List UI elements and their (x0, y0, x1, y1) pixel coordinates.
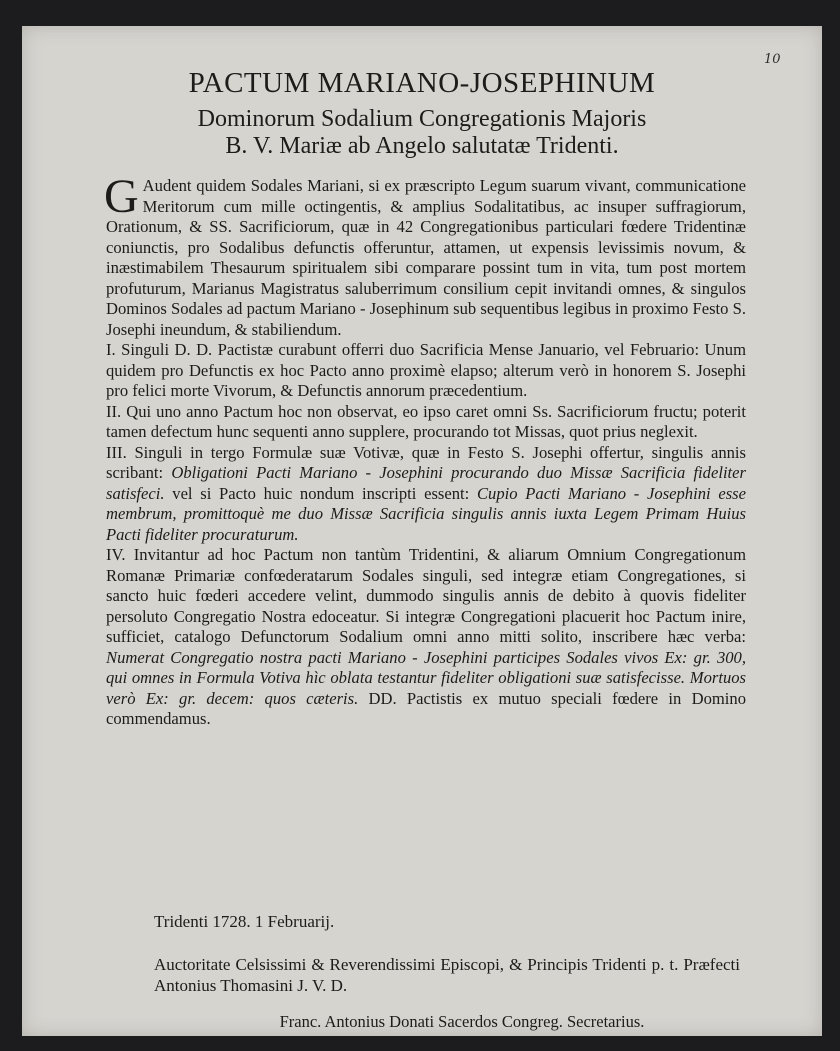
secretary-signature: Franc. Antonius Donati Sacerdos Congreg. Secretarius. (279, 1012, 645, 1031)
article-4-tail: DD. Pactistis ex mutuo speciali fœdere in Domino commendamus. (106, 688, 746, 728)
subtitle-line-1: Dominorum Sodalium Congregationis Majoris (197, 106, 647, 132)
drop-cap: G (104, 170, 139, 223)
article-3-lead: III. Singuli in tergo Formulæ suæ Votivæ, quæ in Festo S. Josephi offertur, singulis annis scribant: (106, 442, 746, 482)
intro-text: Audent quidem Sodales Mariani, si ex præscripto Legum suarum vivant, communicatione Meritorum cum mille octingentis, & amplius Sodalitatibus, ac insuper suffragiorum, Orationum, & SS. Sacrificiorum, quæ in 42 Congregationibus particulari fœdere Tridentinæ coniunctis, pro Sodalibus defunctis offeruntur, attamen, ut expensis levissimis novum, & inæstimabilem Thesaurum spiritualem sibi comparare possint tum in vita, tum post mortem profuturum, Marianus Magistratus saluberrimum consilium cepit invitandi omnes, & singulos Dominos Sodales ad pactum Mariano - Josephinum sub sequentibus legibus in proximo Festo S. Josephi ineundum, & stabiliendum. (106, 176, 746, 339)
article-3-middle: vel si Pacto huic nondum inscripti essent: (172, 483, 470, 503)
article-3-formula-1: Obligationi Pacti Mariano - Josephini procurando duo Missæ Sacrificia fideliter satisfeci. (106, 463, 746, 503)
article-3-formula-2: Cupio Pacti Mariano - Josephini esse membrum, promittoquè me duo Missæ Sacrificia singulis annis iuxta Legem Primam Huius Pacti fideliter procuraturum. (106, 483, 746, 544)
subtitle-line-2: B. V. Mariæ ab Angelo salutatæ Tridenti. (225, 133, 619, 159)
document-title: PACTUM MARIANO-JOSEPHINUM (188, 67, 656, 99)
page-number: 10 (764, 52, 781, 67)
document-body (104, 170, 746, 730)
article-3 (106, 443, 746, 546)
intro-paragraph (104, 170, 746, 340)
article-4-lead: IV. Invitantur ad hoc Pactum non tantùm Tridentini, & aliarum Omnium Congregationum Romanæ Primariæ confœderatarum Sodales singuli, sed integræ etiam Congregationes, si sancto huic fœderi accedere velint, dummodo singulis annis de debito à quovis fideliter persoluto Congregatio Nostra edoceatur. Si integræ Congregationi placuerit hoc Pactum inire, sufficiet, catalogo Defunctorum Sodalium omni anno mitti solito, inscribere hæc verba: (106, 545, 746, 646)
article-4-formula: Numerat Congregatio nostra pacti Mariano - Josephini participes Sodales vivos Ex: gr. 300, qui omnes in Formula Votiva hìc oblata testantur fideliter obligationi suæ satisfecisse. Mortuos verò Ex: gr. decem: quos cæteris. (106, 647, 746, 708)
article-2: II. Qui uno anno Pactum hoc non observat, eo ipso caret omni Ss. Sacrificiorum fructu; poterit tamen defectum hunc sequenti anno supplere, procurando tot Missas, quot prius neglexit. (106, 401, 746, 441)
authority-line: Auctoritate Celsissimi & Reverendissimi Episcopi, & Principis Tridenti p. t. Præfecti Antonius Thomasini J. V. D. (154, 955, 740, 995)
article-4 (106, 545, 746, 730)
date-line: Tridenti 1728. 1 Februarij. (154, 912, 335, 931)
article-1: I. Singuli D. D. Pactistæ curabunt offerri duo Sacrificia Mense Januario, vel Februario: Unum quidem pro Defunctis ex hoc Pacto anno proximè elapso; alterum verò in honorem S. Josephi pro felici morte Vivorum, & Defunctis annorum præcedentium. (106, 340, 746, 400)
document-sheet (22, 26, 822, 1036)
